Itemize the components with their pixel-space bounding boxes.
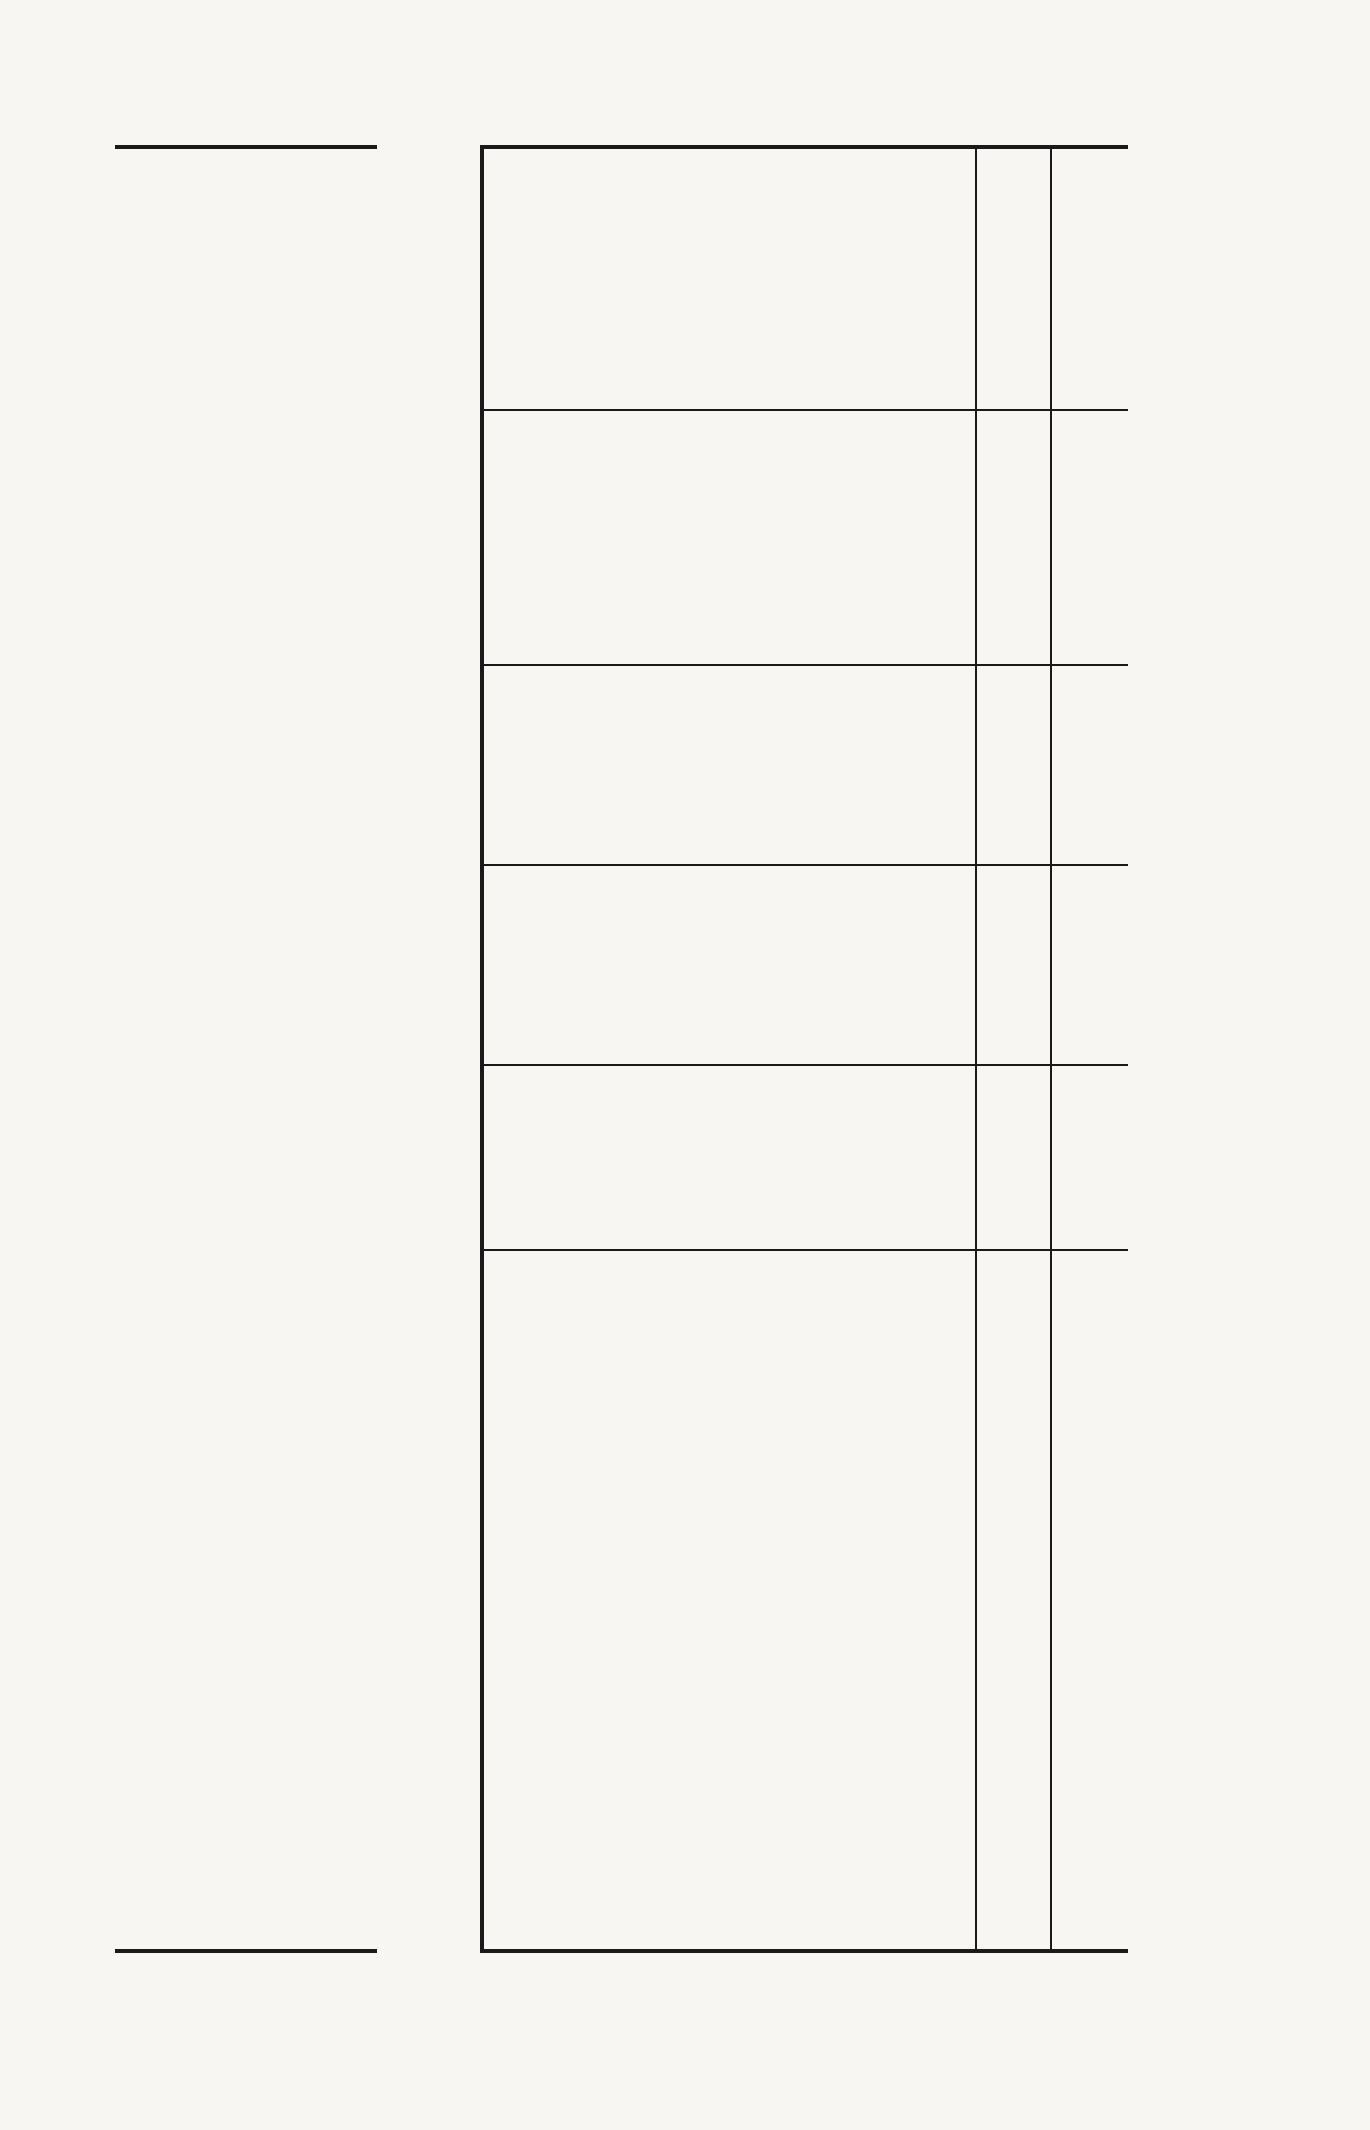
total-rule [975,149,977,1949]
row-rule [480,409,1128,411]
header-1 [1058,431,1120,656]
header-2 [1058,686,1120,856]
column-rule [480,149,484,1949]
header-3 [1058,886,1120,1056]
header-5 [1058,1271,1120,1941]
row-rule [480,664,1128,666]
column-rule [1050,149,1052,1949]
header-0 [1058,171,1120,401]
row-rule [480,1064,1128,1066]
row-rule [480,1249,1128,1251]
mikan-table [480,145,1128,1953]
pine-table [115,145,377,1953]
row-rule [480,864,1128,866]
header-4 [1058,1086,1120,1241]
